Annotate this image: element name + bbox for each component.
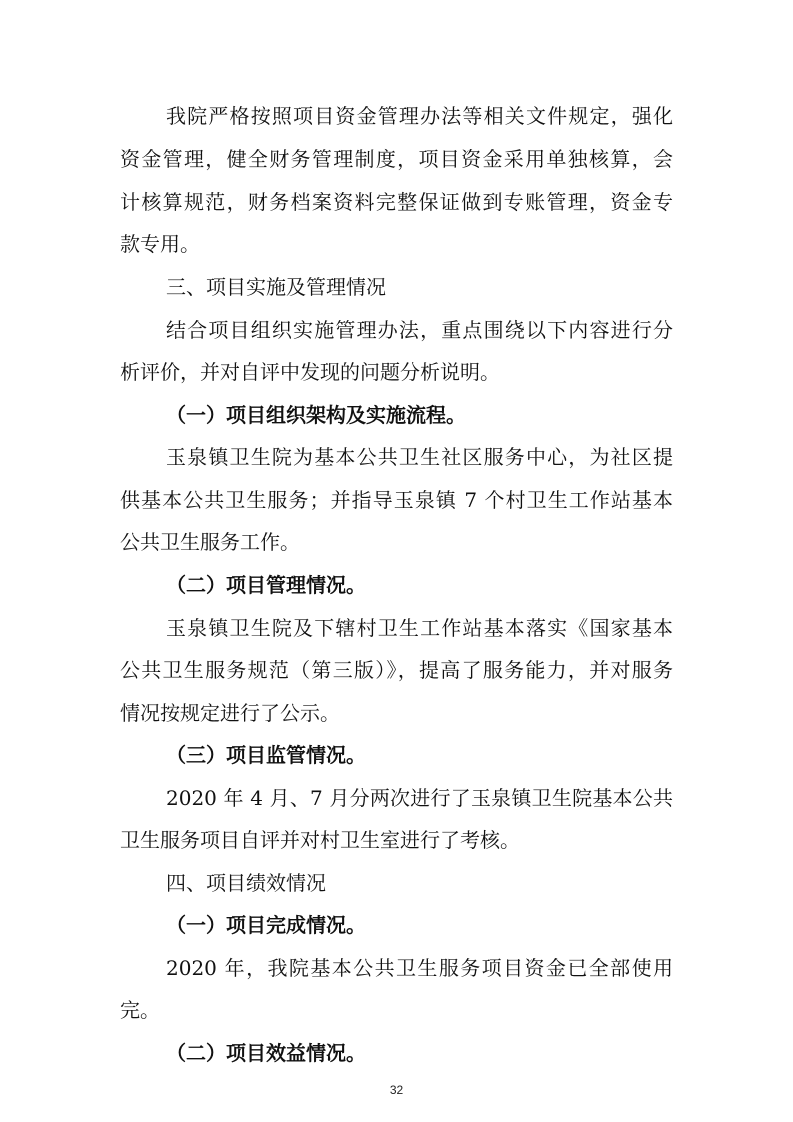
paragraph-line: 玉泉镇卫生院为基本公共卫生社区服务中心，为社区提 [166, 445, 673, 469]
subsection-heading: （一）项目组织架构及实施流程。 [166, 403, 466, 427]
paragraph-line: 资金管理，健全财务管理制度，项目资金采用单独核算，会 [120, 147, 673, 171]
subsection-heading: （二）项目管理情况。 [166, 573, 366, 597]
subsection-heading: （二）项目效益情况。 [166, 1041, 366, 1065]
paragraph-line: 供基本公共卫生服务；并指导玉泉镇 7 个村卫生工作站基本 [120, 488, 673, 512]
subsection-heading: （三）项目监管情况。 [166, 743, 366, 767]
paragraph-line: 情况按规定进行了公示。 [120, 701, 340, 725]
paragraph-line: 析评价，并对自评中发现的问题分析说明。 [120, 360, 500, 384]
section-heading: 三、项目实施及管理情况 [166, 275, 386, 299]
subsection-heading: （一）项目完成情况。 [166, 913, 366, 937]
paragraph-line: 2020 年 4 月、7 月分两次进行了玉泉镇卫生院基本公共 [166, 786, 673, 810]
paragraph-line: 玉泉镇卫生院及下辖村卫生工作站基本落实《国家基本 [166, 616, 673, 640]
paragraph-line: 卫生服务项目自评并对村卫生室进行了考核。 [120, 828, 520, 852]
paragraph-line: 完。 [120, 998, 160, 1022]
paragraph-line: 款专用。 [120, 232, 200, 256]
paragraph-line: 公共卫生服务规范（第三版）》，提高了服务能力，并对服务 [120, 658, 673, 682]
paragraph-line: 结合项目组织实施管理办法，重点围绕以下内容进行分 [166, 318, 673, 342]
page-number: 32 [389, 1083, 404, 1097]
paragraph-line: 计核算规范，财务档案资料完整保证做到专账管理，资金专 [120, 190, 673, 214]
paragraph-line: 公共卫生服务工作。 [120, 530, 300, 554]
paragraph-line: 2020 年，我院基本公共卫生服务项目资金已全部使用 [166, 956, 673, 980]
paragraph-line: 我院严格按照项目资金管理办法等相关文件规定，强化 [166, 104, 673, 128]
section-heading: 四、项目绩效情况 [166, 871, 326, 895]
